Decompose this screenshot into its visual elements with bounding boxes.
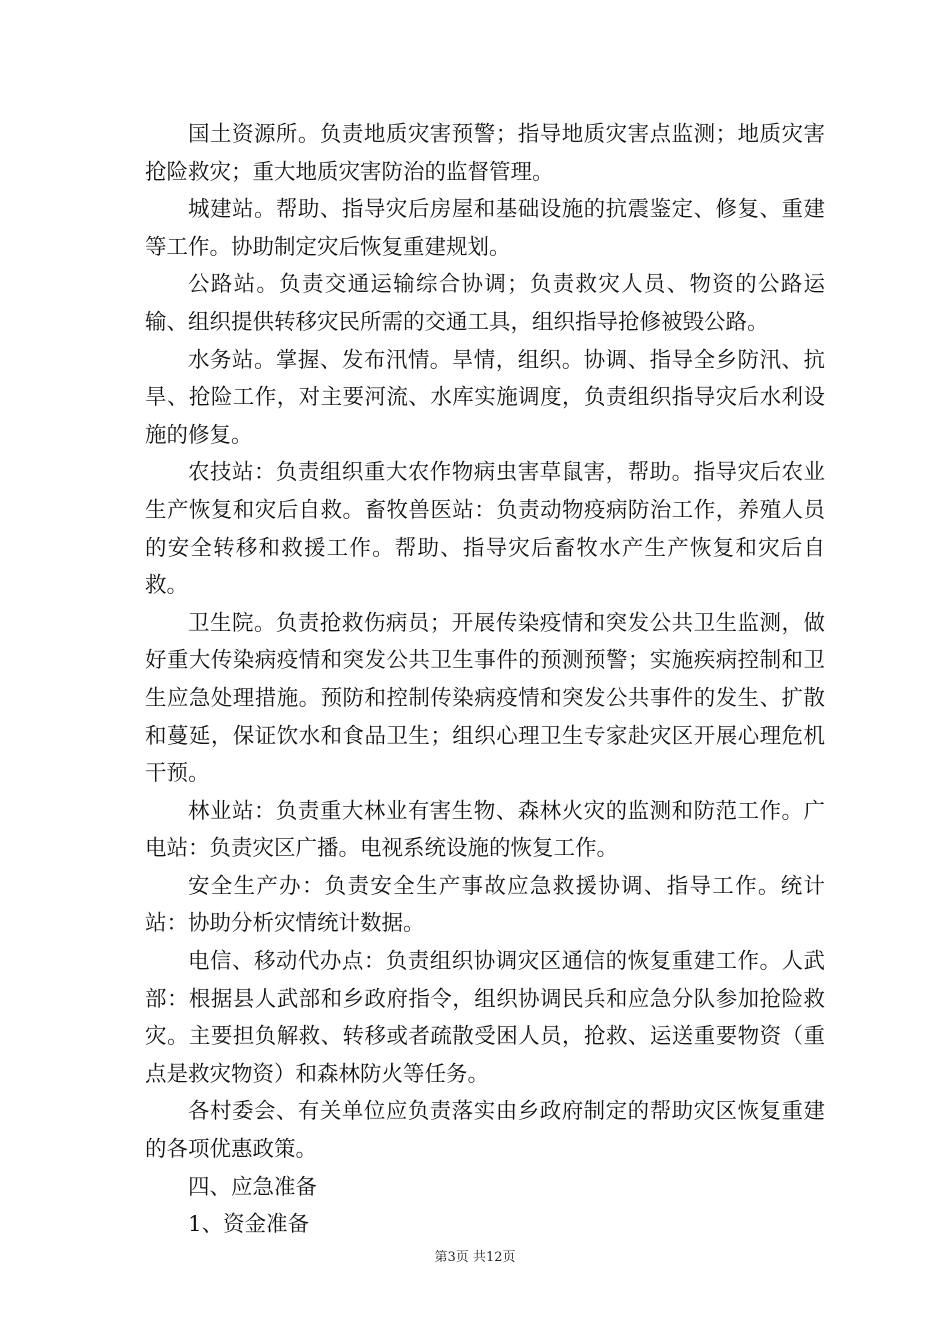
footer-total-pages: 12 xyxy=(485,1250,503,1265)
document-body xyxy=(145,116,825,1244)
paragraph-land-resources: 国土资源所。负责地质灾害预警；指导地质灾害点监测；地质灾害抢险救灾；重大地质灾害防治的监督管理。 xyxy=(145,122,825,185)
paragraph-health-center: 卫生院。负责抢救伤病员；开展传染疫情和突发公共卫生监测，做好重大传染病疫情和突发公共卫生事件的预测预警；实施疾病控制和卫生应急处理措施。预防和控制传染病疫情和突发公共事件的发生、扩散和蔓延，保证饮水和食品卫生；组织心理卫生专家赴灾区开展心理危机干预。 xyxy=(145,610,825,787)
subsection-heading-funding: 1、资金准备 xyxy=(188,1212,310,1238)
footer-middle: 页 共 xyxy=(455,1250,486,1265)
page-footer xyxy=(0,1246,950,1265)
footer-current-page: 3 xyxy=(447,1250,456,1265)
paragraph-forestry: 林业站：负责重大林业有害生物、森林火灾的监测和防范工作。广电站：负责灾区广播。电视系统设施的恢复工作。 xyxy=(145,798,825,862)
paragraph-telecom: 电信、移动代办点：负责组织协调灾区通信的恢复重建工作。人武部：根据县人武部和乡政府指令，组织协调民兵和应急分队参加抢险救灾。主要担负解救、转移或者疏散受困人员，抢救、运送重要物资（重点是救灾物资）和森林防火等任务。 xyxy=(145,949,825,1087)
section-heading-emergency-preparation: 四、应急准备 xyxy=(188,1174,318,1200)
paragraph-village-committees: 各村委会、有关单位应负责落实由乡政府制定的帮助灾区恢复重建的各项优惠政策。 xyxy=(145,1099,825,1163)
paragraph-safety-office: 安全生产办：负责安全生产事故应急救援协调、指导工作。统计站：协助分析灾情统计数据。 xyxy=(145,873,825,937)
paragraph-highway-station: 公路站。负责交通运输综合协调；负责救灾人员、物资的公路运输、组织提供转移灾民所需的交通工具，组织指导抢修被毁公路。 xyxy=(145,272,825,335)
paragraph-agriculture: 农技站：负责组织重大农作物病虫害草鼠害，帮助。指导灾后农业生产恢复和灾后自救。畜牧兽医站：负责动物疫病防治工作，养殖人员的安全转移和救援工作。帮助、指导灾后畜牧水产生产恢复和灾后自救。 xyxy=(145,460,825,599)
paragraph-urban-construction: 城建站。帮助、指导灾后房屋和基础设施的抗震鉴定、修复、重建等工作。协助制定灾后恢复重建规划。 xyxy=(145,197,825,260)
paragraph-water-affairs: 水务站。掌握、发布汛情。旱情，组织。协调、指导全乡防汛、抗旱、抢险工作，对主要河流、水库实施调度，负责组织指导灾后水利设施的修复。 xyxy=(145,347,825,448)
footer-suffix: 页 xyxy=(502,1250,516,1265)
footer-prefix: 第 xyxy=(434,1250,448,1265)
